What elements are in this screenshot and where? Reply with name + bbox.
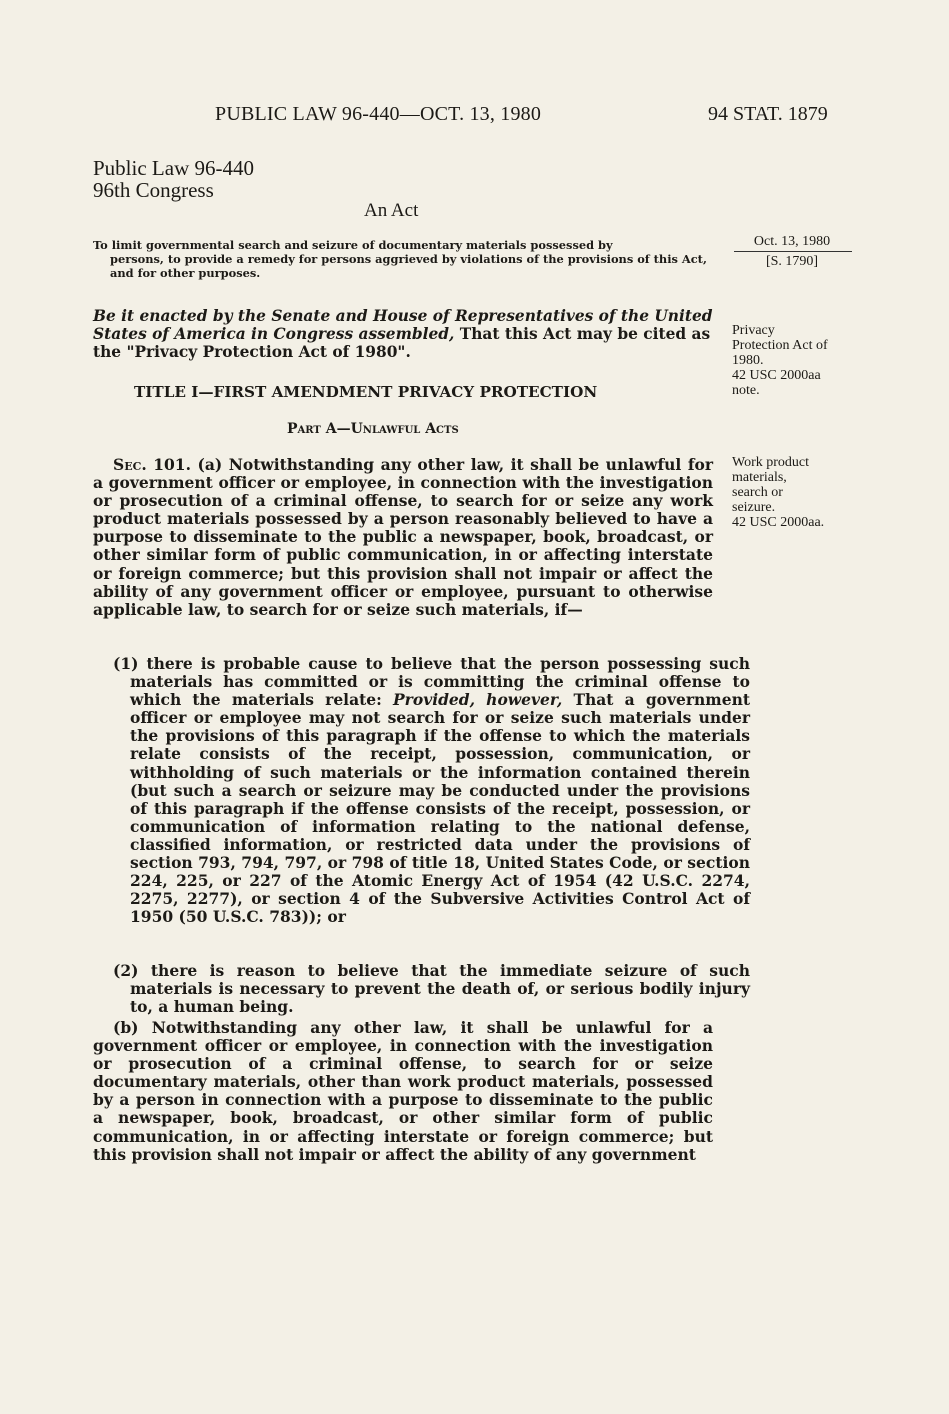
section-label: Sec. [113,455,147,474]
section-101-b: (b) Notwithstanding any other law, it shall be unlawful for a government officer or employee, in connection with the investigation or prosecution of a criminal offense, to search for or seize documentary materials, other than work product materials, possessed by a person in connection with a purpose to disseminate to the public a newspaper, book, broadcast, or other similar form of public communication, in or affecting interstate or foreign commerce; but this provision shall not impair or affect the ability of any government [93,1018,713,1164]
margin-note-line: note. [732,383,760,398]
long-title [93,238,711,280]
long-title-continuation: persons, to provide a remedy for persons aggrieved by violations of the provisions of this Act, and for other purposes. [110,252,707,280]
margin-note-line: materials, [732,470,787,485]
margin-note-line: Protection Act of [732,338,828,353]
paragraph-1 [93,655,750,926]
enacting-formula: Be it enacted by the Senate and House of Representatives of the United States of America in Congress assembled, [93,307,713,343]
margin-note-line: 42 USC 2000aa [732,368,821,383]
margin-note-line: Privacy [732,323,775,338]
proviso-text: Provided, however, [393,690,563,710]
title-heading: TITLE I—FIRST AMENDMENT PRIVACY PROTECTION [134,383,598,401]
paragraph-2: (2) there is reason to believe that the immediate seizure of such materials is necessary to prevent the death of, or serious bodily injury to, a human being. [113,961,750,1017]
bill-number: [S. 1790] [765,254,819,269]
paragraph-1-text: (1) there is probable cause to believe that the person possessing such materials has committed or is committing the criminal offense to which the materials relate: [113,654,750,710]
running-head: PUBLIC LAW 96-440—OCT. 13, 1980 [215,103,542,125]
margin-note-work-product [732,455,860,530]
margin-note-line: seizure. [732,500,776,515]
statute-page-number: 94 STAT. 1879 [708,103,828,125]
margin-note-line: Work product [732,455,810,470]
act-heading: An Act [364,200,419,221]
section-101-a [93,456,713,619]
part-heading: Part A—Unlawful Acts [287,421,459,437]
margin-date-note [732,232,852,271]
long-title-line: To limit governmental search and seizure of documentary materials possessed by [93,238,613,252]
paragraph-1-proviso: That a government officer or employee may not search for or seize such materials under the provisions of this paragraph if the offense to which the materials relate consists of the receipt, possession, communication, or withholding of such materials or the information contained therein (but such a search or seizure may be conducted under the provisions of this paragraph if the offense consists of the receipt, possession, or communication of information relating to the national defense, classified information, or restricted data under the provisions of section 793, 794, 797, or 798 of title 18, United States Code, or section 224, 225, or 227 of the Atomic Energy Act of 1954 (42 U.S.C. 2274, 2275, 2277), or section 4 of the Subversive Activities Control Act of 1950 (50 U.S.C. 783)); or [130,690,750,927]
short-title-clause: That this Act may be cited as the "Privacy Protection Act of 1980". [93,325,711,361]
public-law-number: Public Law 96-440 [93,156,254,180]
subsection-a-text: 101. (a) Notwithstanding any other law, it shall be unlawful for a government officer or employee, in connection with the investigation or prosecution of a criminal offense, to search for or seize any work product materials possessed by a person reasonably believed to have a purpose to disseminate to the public a newspaper, book, broadcast, or other similar form of public communication, in or affecting interstate or foreign commerce; but this provision shall not impair or affect the ability of any government officer or employee, pursuant to otherwise applicable law, to search for or seize such materials, if— [93,455,713,619]
margin-note-privacy-act [732,323,860,398]
enacting-clause [93,307,713,361]
congress-number: 96th Congress [93,178,214,202]
margin-note-line: 42 USC 2000aa. [732,515,825,530]
enactment-date: Oct. 13, 1980 [753,234,831,249]
margin-note-line: search or [732,485,783,500]
margin-note-line: 1980. [732,353,764,368]
